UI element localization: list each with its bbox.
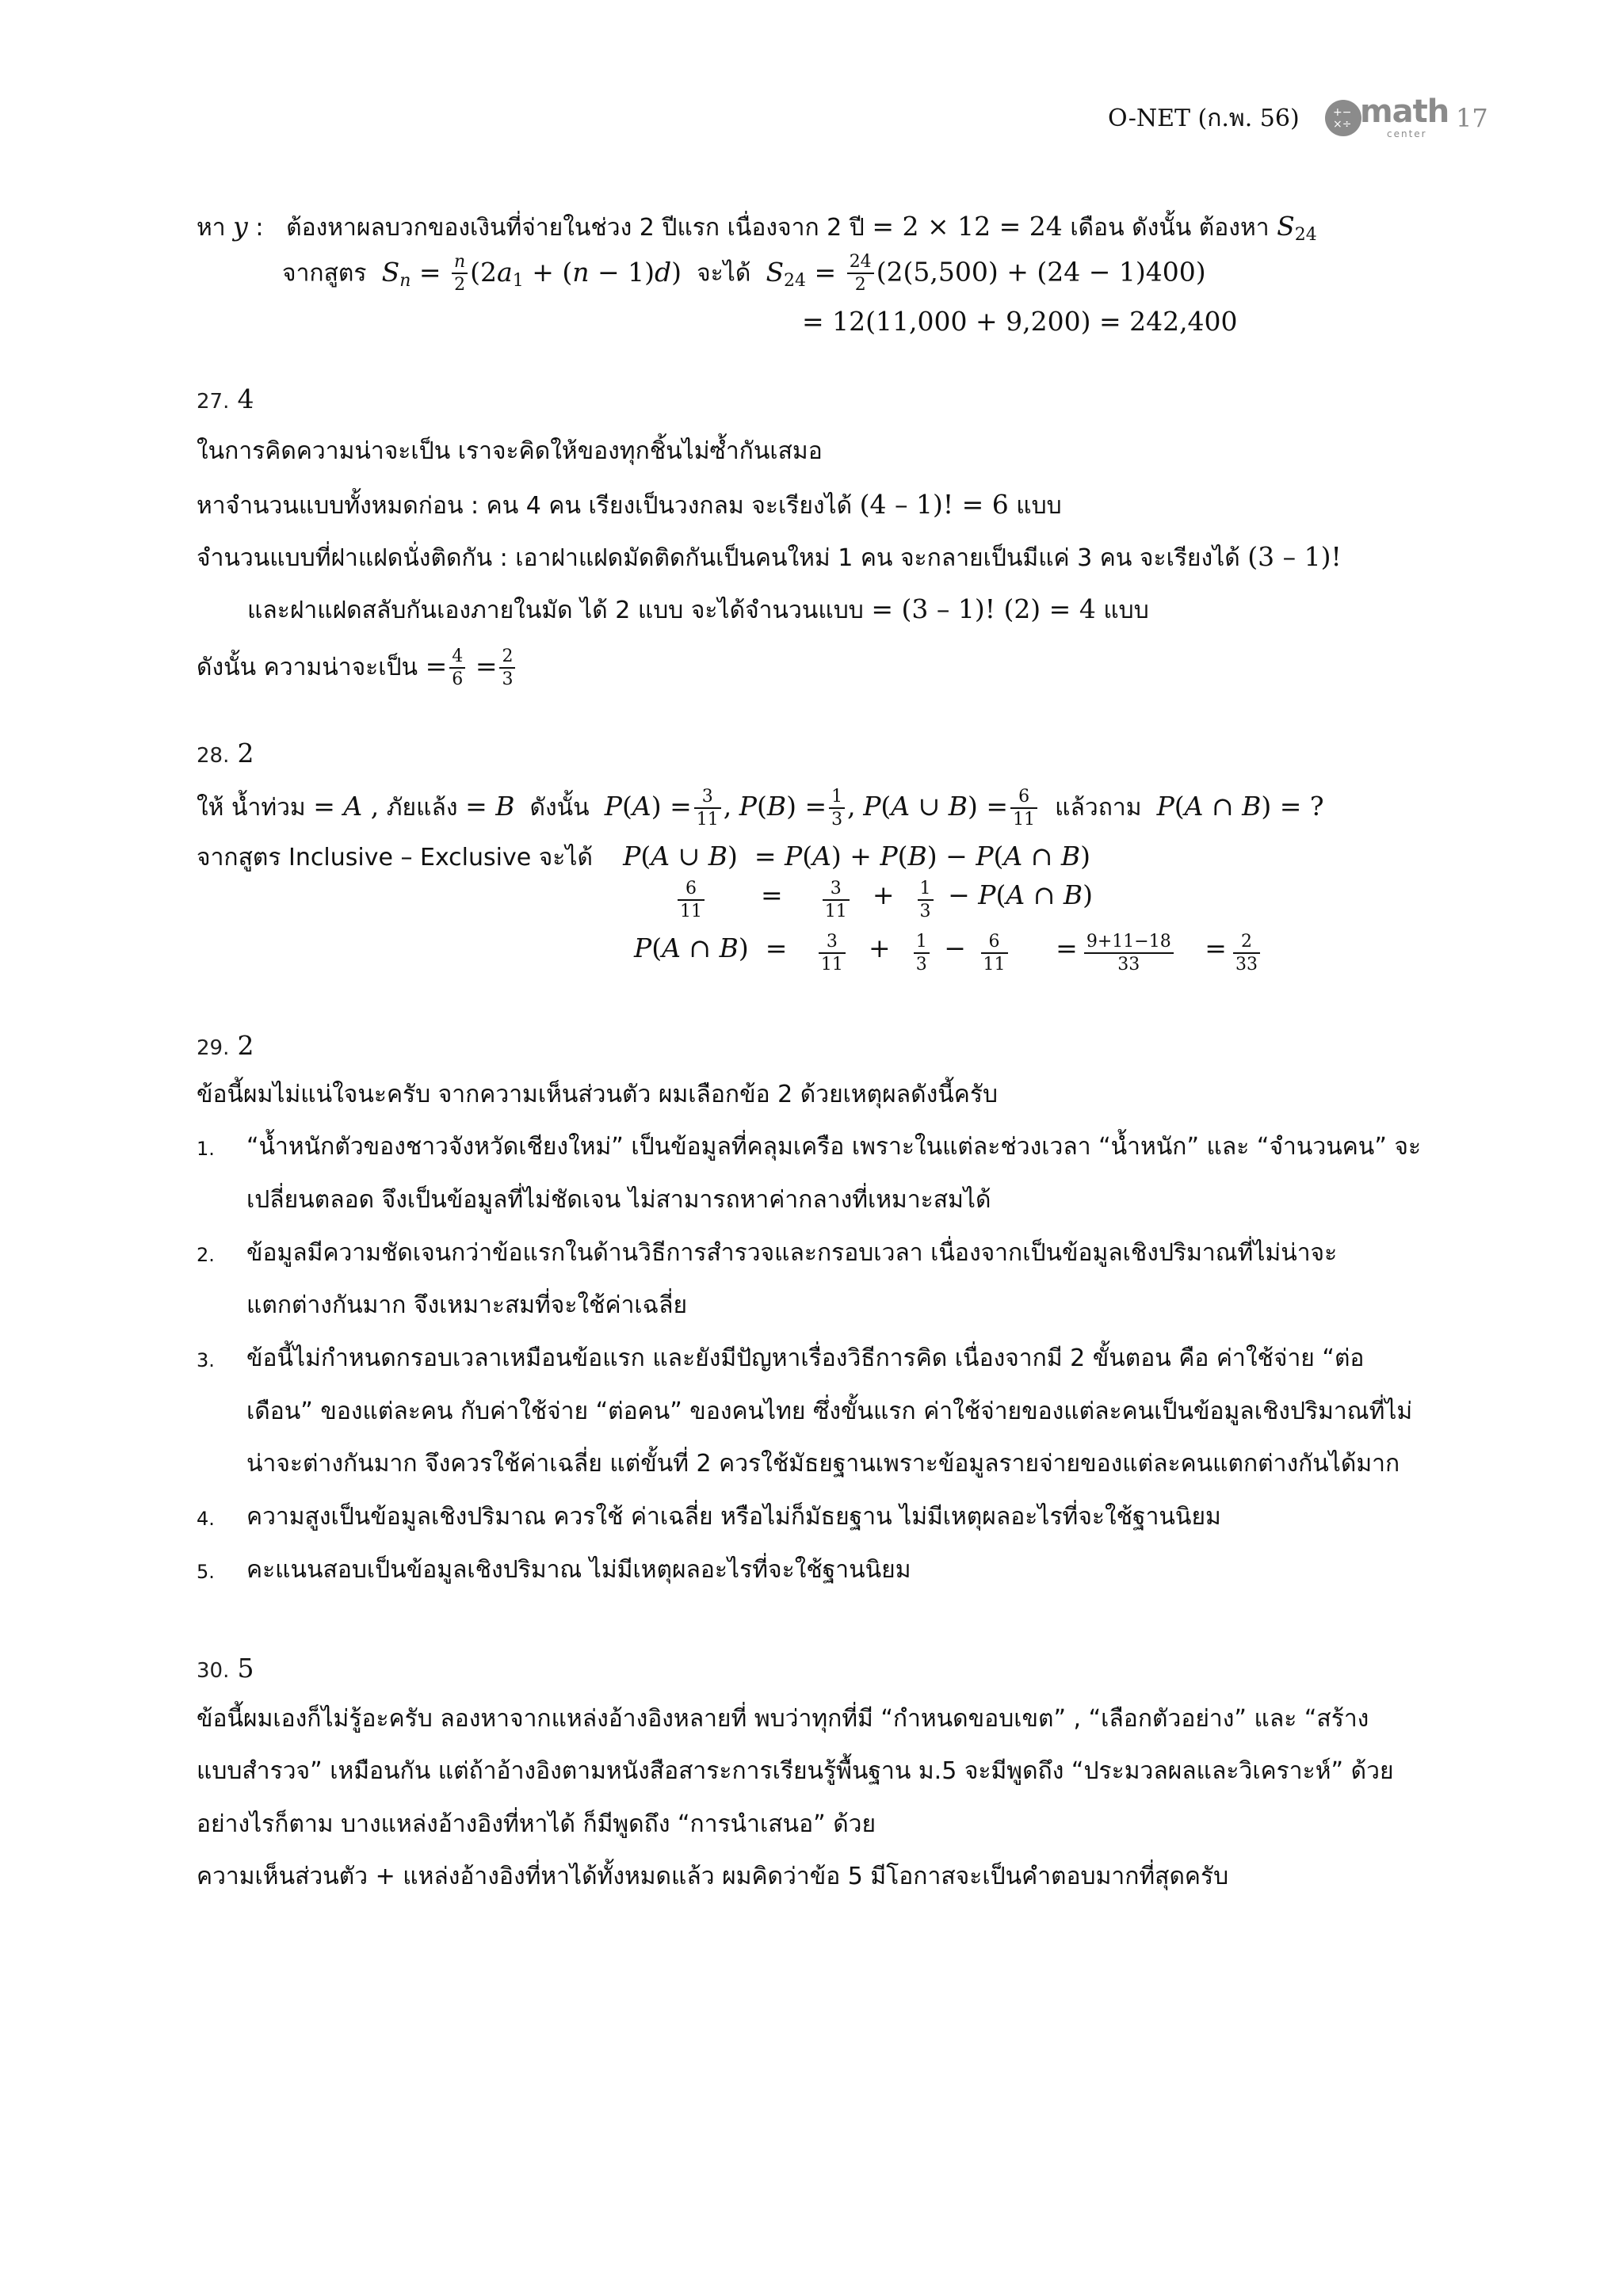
q29-item-2-line-2: แตกต่างกันมาก จึงเหมาะสมที่จะใช้ค่าเฉลี่ย (246, 1291, 688, 1319)
exam-header: O-NET (ก.พ. 56) (1108, 105, 1300, 132)
q27-line-2: หาจำนวนแบบทั้งหมดก่อน : คน 4 คน เรียงเป็นวงกลม จะเรียงได้ (4 – 1)! = 6 แบบ (197, 489, 1062, 520)
q29-item-5-number: 5. (197, 1561, 215, 1583)
q30-line-1: ข้อนี้ผมเองก็ไม่รู้อะครับ ลองหาจากแหล่งอ้างอิงหลายที่ พบว่าทุกที่มี “กำหนดขอบเขต” , “เลือกตัวอย่าง” และ “สร้าง (197, 1705, 1369, 1733)
q29-item-4-line-1: ความสูงเป็นข้อมูลเชิงปริมาณ ควรใช้ ค่าเฉลี่ย หรือไม่ก็มัธยฐาน ไม่มีเหตุผลอะไรที่จะใช้ฐานนิยม (246, 1503, 1221, 1531)
q28-line-1: ให้ น้ำท่วม = A , ภัยแล้ง = B ดังนั้น P(A) = $\frac{3}{11}$ , P(B) = $\frac{1}{3}$ , P(A ∪ B) = $\frac{6}{11}$ แล้วถาม P(A ∩ B) = ? (197, 787, 1324, 830)
q27-line-5: ดังนั้น ความน่าจะเป็น = $\frac{4}{6}$ = $\frac{2}{3}$ (197, 648, 517, 688)
q29-item-1-number: 1. (197, 1138, 215, 1160)
q29-item-4-number: 4. (197, 1508, 215, 1530)
q29-item-2-line-1: ข้อมูลมีความชัดเจนกว่าข้อแรกในด้านวิธีการสำรวจและกรอบเวลา เนื่องจากเป็นข้อมูลเชิงปริมาณที่ไม่น่าจะ (246, 1239, 1338, 1267)
q29-item-5-line-1: คะแนนสอบเป็นข้อมูลเชิงปริมาณ ไม่มีเหตุผลอะไรที่จะใช้ฐานนิยม (246, 1556, 911, 1584)
q29-item-3-line-1: ข้อนี้ไม่กำหนดกรอบเวลาเหมือนข้อแรก และยังมีปัญหาเรื่องวิธีการคิด เนื่องจากมี 2 ขั้นตอน คือ ค่าใช้จ่าย “ต่อ (246, 1344, 1365, 1372)
q29-item-3-line-3: น่าจะต่างกันมาก จึงควรใช้ค่าเฉลี่ย แต่ขั้นที่ 2 ควรใช้มัธยฐานเพราะข้อมูลรายจ่ายของแต่ละคนแตกต่างกันได้มาก (246, 1450, 1400, 1478)
math-center-logo-icon: +− ×÷ (1325, 100, 1361, 136)
q28-line-2: จากสูตร Inclusive – Exclusive จะได้ P(A ∪ B) = P(A) + P(B) − P(A ∩ B) (197, 841, 1091, 871)
sum-formula-line: จากสูตร $S_n$ = $\frac{n}{2}$ $(2a_1 + (n - 1)d)$ จะได้ $S_{24}$ = $\frac{24}{2}$ (2(5,500) + (24 − 1)400) (282, 252, 1206, 295)
find-y-line: หา y : ต้องหาผลบวกของเงินที่จ่ายในช่วง 2 ปีแรก เนื่องจาก 2 ปี = 2 × 12 = 24 เดือน ดังนั้น ต้องหา $S_{24}$ (197, 211, 1317, 245)
q29-intro: ข้อนี้ผมไม่แน่ใจนะครับ จากความเห็นส่วนตัว ผมเลือกข้อ 2 ด้วยเหตุผลดังนี้ครับ (197, 1081, 998, 1108)
q28-heading: 28. 2 (197, 738, 254, 769)
q27-line-1: ในการคิดความน่าจะเป็น เราจะคิดให้ของทุกชิ้นไม่ซ้ำกันเสมอ (197, 437, 823, 465)
logo-main: math (1360, 93, 1449, 130)
sum-result-line: = 12(11,000 + 9,200) = 242,400 (802, 306, 1238, 337)
q29-heading: 29. 2 (197, 1030, 254, 1061)
q27-line-3: จำนวนแบบที่ฝาแฝดนั่งติดกัน : เอาฝาแฝดมัดติดกันเป็นคนใหม่ 1 คน จะกลายเป็นมีแค่ 3 คน จะเรียงได้ (3 – 1)! (197, 541, 1342, 572)
q27-heading: 27. 4 (197, 383, 254, 414)
q29-item-1-line-2: เปลี่ยนตลอด จึงเป็นข้อมูลที่ไม่ชัดเจน ไม่สามารถหาค่ากลางที่เหมาะสมได้ (246, 1186, 991, 1214)
q30-line-2: แบบสำรวจ” เหมือนกัน แต่ถ้าอ้างอิงตามหนังสือสาระการเรียนรู้พื้นฐาน ม.5 จะมีพูดถึง “ประมวลผลและวิเคราะห์” ด้วย (197, 1757, 1394, 1785)
q28-line-3: $\frac{6}{11}$ = $\frac{3}{11}$ + $\frac{1}{3}$ − P(A ∩ B) (675, 879, 1093, 921)
q29-item-2-number: 2. (197, 1244, 215, 1266)
q27-line-4: และฝาแฝดสลับกันเองภายในมัด ได้ 2 แบบ จะได้จำนวนแบบ = (3 – 1)! (2) = 4 แบบ (247, 593, 1149, 624)
q30-line-4: ความเห็นส่วนตัว + แหล่งอ้างอิงที่หาได้ทั้งหมดแล้ว ผมคิดว่าข้อ 5 มีโอกาสจะเป็นคำตอบมากที่สุดครับ (197, 1863, 1229, 1890)
q28-line-4: P(A ∩ B) = $\frac{3}{11}$ + $\frac{1}{3}$ − $\frac{6}{11}$ = $\frac{9+11-18}{33}$ = $\frac{2}{33}$ (634, 933, 1262, 974)
q29-item-1-line-1: “น้ำหนักตัวของชาวจังหวัดเชียงใหม่” เป็นข้อมูลที่คลุมเครือ เพราะในแต่ละช่วงเวลา “น้ำหนัก” และ “จำนวนคน” จะ (246, 1133, 1422, 1161)
page-number: 17 (1456, 103, 1488, 133)
q29-item-3-line-2: เดือน” ของแต่ละคน กับค่าใช้จ่าย “ต่อคน” ของคนไทย ซึ่งขั้นแรก ค่าใช้จ่ายของแต่ละคนเป็นข้อมูลเชิงปริมาณที่ไม่ (246, 1398, 1413, 1425)
q30-line-3: อย่างไรก็ตาม บางแหล่งอ้างอิงที่หาได้ ก็มีพูดถึง “การนำเสนอ” ด้วย (197, 1810, 876, 1838)
q29-item-3-number: 3. (197, 1349, 215, 1371)
logo-sub: center (1387, 128, 1427, 139)
q30-heading: 30. 5 (197, 1653, 254, 1684)
